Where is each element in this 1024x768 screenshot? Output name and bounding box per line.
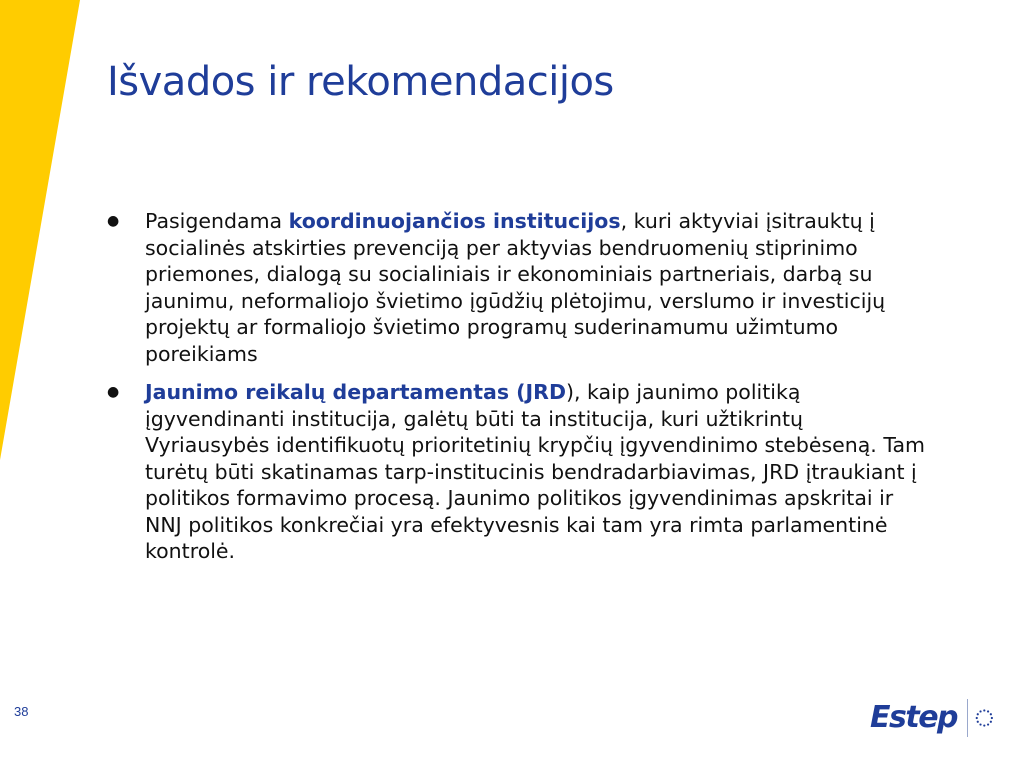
eu-star-dot (990, 713, 992, 715)
bullet-highlight: koordinuojančios institucijos (288, 209, 621, 233)
eu-star-dot (976, 717, 978, 719)
bullet-text: ), kaip jaunimo politiką įgyvendinanti institucija, galėtų būti ta institucija, kuri užtikrintų Vyriausybės identifikuotų prioritetinių krypčių įgyvendinimo stebėseną. Tam turėtų būti skatinamas tarp-institucinis bendradarbiavimas, JRD įtraukiant į politikos formavimo procesą. Jaunimo politikos įgyvendinimas apskritai ir NNJ politikos konkrečiai yra efektyvesnis kai tam yra rimta parlamentinė kontrolė. (145, 380, 926, 563)
logo-wordmark: Estep (870, 700, 958, 735)
eu-star-dot (980, 723, 982, 725)
eu-star-dot (991, 717, 993, 719)
bullet-highlight: Jaunimo reikalų departamentas (JRD (145, 380, 566, 404)
eu-star-dot (977, 713, 979, 715)
eu-star-dot (977, 721, 979, 723)
estep-logo (870, 693, 995, 743)
decorative-yellow-band (0, 0, 80, 460)
eu-star-dot (990, 721, 992, 723)
bullet-text-prefix: Pasigendama (145, 209, 289, 233)
bullet-dot-icon: ● (107, 213, 120, 229)
eu-star-dot (987, 710, 989, 712)
logo-divider (967, 699, 968, 737)
bullet-dot-icon: ● (107, 384, 120, 400)
slide-number: 38 (14, 704, 29, 719)
bullet-list (105, 208, 925, 577)
bullet-item (105, 379, 925, 565)
eu-star-dot (984, 724, 986, 726)
eu-star-dot (980, 710, 982, 712)
bullet-item (105, 208, 925, 367)
bullet-text: , kuri aktyviai įsitrauktų į socialinės atskirties prevenciją per aktyvias bendruomenių stiprinimo priemones, dialogą su socialiniais ir ekonominiais partneriais, darbą su jaunimu, neformaliojo švietimo įgūdžių plėtojimu, verslumo ir investicijų projektų ar formaliojo švietimo programų suderinamumu užimtumo poreikiams (145, 209, 886, 366)
eu-star-dot (987, 723, 989, 725)
eu-stars-icon (974, 703, 995, 733)
slide-title: Išvados ir rekomendacijos (107, 59, 614, 105)
eu-star-dot (984, 709, 986, 711)
